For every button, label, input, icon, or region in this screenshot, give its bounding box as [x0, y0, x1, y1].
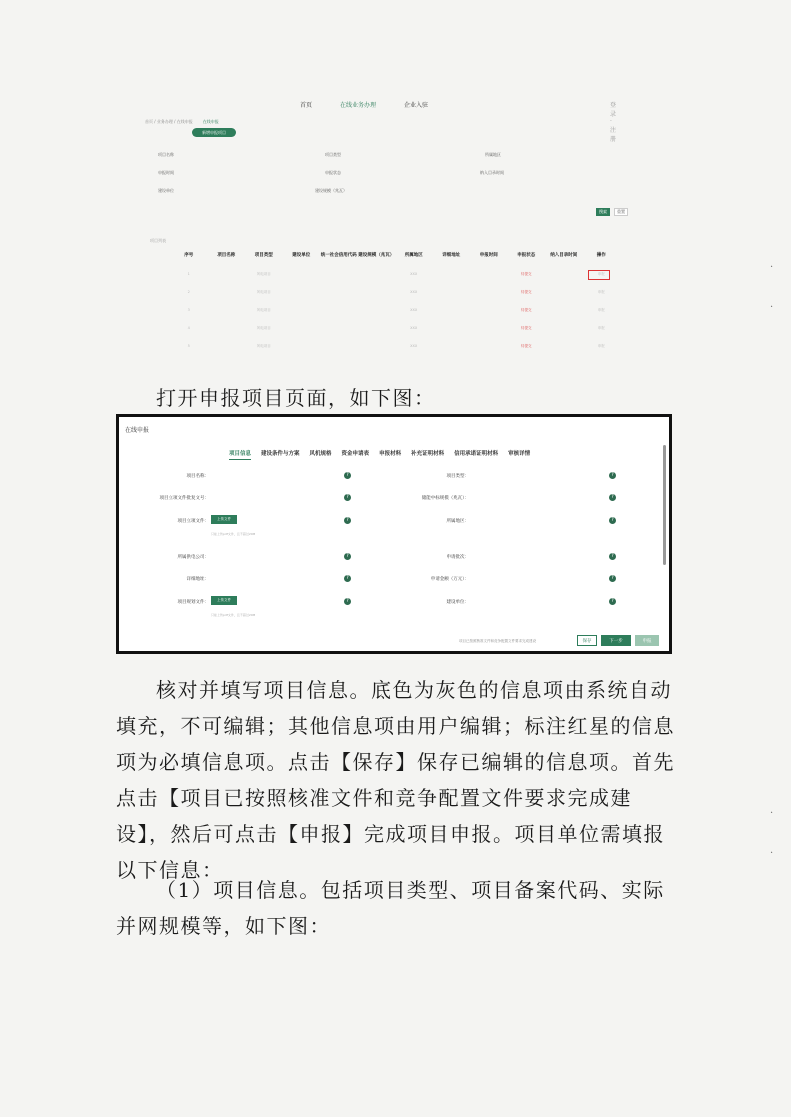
table-cell: XXX — [410, 272, 418, 276]
table-cell — [208, 308, 246, 313]
table-row[interactable] — [170, 308, 620, 313]
new-project-button[interactable]: 新增申报项目 — [192, 128, 236, 137]
submit-button[interactable]: 申报 — [635, 635, 659, 646]
breadcrumb — [145, 119, 219, 125]
table-row[interactable] — [170, 290, 620, 295]
nav-login[interactable]: 登录 · 注册 — [610, 102, 617, 143]
info-icon[interactable]: ? — [344, 598, 351, 605]
label-plan-file: 项目规划文件： — [177, 600, 209, 605]
table-cell — [433, 290, 471, 295]
table-cell: 风电项目 — [256, 272, 271, 276]
table-cell: 待提交 — [521, 290, 532, 294]
completion-checkbox-label[interactable]: 项目已按照核准文件和竞争配置文件要求完成建设 — [459, 639, 536, 643]
caption-open-page: 打开申报项目页面，如下图： — [156, 386, 436, 410]
table-cell — [320, 344, 358, 349]
project-info-paragraph — [116, 872, 676, 944]
list-label: 项目列表 — [150, 238, 166, 243]
label-builder: 建设单位： — [446, 600, 469, 605]
form-tabs — [229, 449, 530, 460]
list-screenshot — [140, 90, 660, 370]
margin-mark: · — [770, 262, 774, 273]
table-cell: 风电项目 — [256, 326, 271, 330]
col-action: 操作 — [596, 253, 606, 258]
breadcrumb-current: 在线申报 — [202, 119, 219, 124]
table-cell: 5 — [187, 344, 190, 348]
table-cell: 风电项目 — [256, 308, 271, 312]
table-cell — [433, 308, 471, 313]
table-cell — [283, 344, 321, 349]
filter-status[interactable]: 申报状态 — [325, 170, 341, 175]
breadcrumb-path[interactable]: 首页 / 业务办理 / 在线申报 — [145, 119, 193, 124]
tab-credit[interactable]: 信用承诺证明材料 — [454, 451, 499, 457]
project-info-text: （1）项目信息。包括项目类型、项目备案代码、实际并网规模等，如下图： — [116, 878, 665, 938]
col-type: 项目类型 — [254, 253, 273, 258]
info-icon[interactable]: ? — [609, 598, 616, 605]
instruction-text: 核对并填写项目信息。底色为灰色的信息项由系统自动填充，不可编辑；其他信息项由用户编辑；标注红星的信息项为必填信息项。点击【保存】保存已编辑的信息项。首先点击【项目已按照核准文件和竞争配置文件要求完成建设】，然后可点击【申报】完成项目申报。项目单位需填报以下信息： — [116, 678, 675, 882]
tab-construction[interactable]: 建设条件与方案 — [261, 451, 300, 457]
filter-scale[interactable]: 建设规模（兆瓦） — [315, 188, 347, 193]
table-cell — [470, 308, 508, 313]
label-amount: 申请金额（万元）： — [430, 577, 469, 582]
table-cell: 2 — [187, 290, 190, 294]
filter-apply-time[interactable]: 申报时间 — [158, 170, 174, 175]
table-cell — [545, 272, 583, 277]
form-title: 在线申报 — [125, 427, 150, 434]
table-row[interactable] — [170, 326, 620, 331]
table-cell: 4 — [187, 326, 190, 330]
table-row[interactable] — [170, 344, 620, 349]
col-index: 序号 — [184, 253, 194, 258]
table-cell — [320, 290, 358, 295]
col-address: 详细地址 — [442, 253, 461, 258]
label-approval-no: 项目立项文件批复文号： — [159, 496, 209, 501]
filter-catalog-time[interactable]: 纳入目录时间 — [480, 170, 504, 175]
label-storage-scale: 储能中标规模（兆瓦）： — [421, 496, 469, 501]
save-button[interactable]: 保存 — [577, 635, 597, 646]
label-project-name: 项目名称： — [186, 474, 209, 479]
table-cell: 待提交 — [521, 272, 532, 276]
upload-approval-button[interactable]: 上传文件 — [211, 515, 237, 524]
col-region: 所属地区 — [404, 253, 423, 258]
table-row[interactable] — [170, 272, 620, 277]
table-cell — [320, 272, 358, 277]
next-button[interactable]: 下一步 — [601, 635, 631, 646]
table-cell — [470, 326, 508, 331]
label-region: 所属地区： — [446, 519, 469, 524]
table-cell — [208, 290, 246, 295]
table-cell: XXX — [410, 326, 418, 330]
info-icon[interactable]: ? — [344, 517, 351, 524]
info-icon[interactable]: ? — [344, 575, 351, 582]
info-icon[interactable]: ? — [609, 494, 616, 501]
table-cell — [545, 326, 583, 331]
table-cell — [470, 344, 508, 349]
nav-home[interactable]: 首页 — [300, 102, 313, 109]
table-cell — [358, 344, 396, 349]
tab-project-info[interactable]: 项目信息 — [229, 449, 251, 460]
table-cell — [320, 326, 358, 331]
table-cell — [320, 308, 358, 313]
table-cell[interactable]: 申报 — [597, 308, 605, 312]
label-address: 详细地址： — [186, 577, 209, 582]
tab-review[interactable]: 审核详情 — [508, 451, 531, 457]
table-cell — [433, 272, 471, 277]
filter-project-name[interactable]: 项目名称 — [158, 152, 174, 157]
table-cell — [358, 290, 396, 295]
table-cell: 待提交 — [521, 326, 532, 330]
info-icon[interactable]: ? — [344, 472, 351, 479]
table-cell: 待提交 — [521, 308, 532, 312]
table-cell — [545, 290, 583, 295]
filter-builder[interactable]: 建设单位 — [158, 188, 174, 193]
table-cell: 风电项目 — [256, 344, 271, 348]
col-catalog-time: 纳入目录时间 — [550, 253, 578, 258]
label-project-type: 项目类型： — [446, 474, 469, 479]
tab-materials[interactable]: 申报材料 — [379, 451, 402, 457]
filter-region[interactable]: 所属地区 — [485, 152, 501, 157]
label-batch: 申请批次： — [446, 555, 469, 560]
table-cell[interactable]: 申报 — [597, 344, 605, 348]
upload-plan-button[interactable]: 上传文件 — [211, 596, 237, 605]
info-icon[interactable]: ? — [609, 472, 616, 479]
label-power-company: 所属供电公司： — [177, 555, 209, 560]
col-name: 项目名称 — [217, 253, 236, 258]
table-cell: 3 — [187, 308, 190, 312]
table-cell — [545, 344, 583, 349]
table-cell: XXX — [410, 290, 418, 294]
table-cell — [358, 272, 396, 277]
info-icon[interactable]: ? — [609, 575, 616, 582]
table-cell — [358, 308, 396, 313]
info-icon[interactable]: ? — [344, 494, 351, 501]
info-icon[interactable]: ? — [609, 517, 616, 524]
col-status: 申报状态 — [517, 253, 536, 258]
table-cell — [470, 290, 508, 295]
table-cell — [283, 308, 321, 313]
table-cell — [208, 272, 246, 277]
info-icon[interactable]: ? — [344, 553, 351, 560]
table-cell — [433, 344, 471, 349]
table-cell — [283, 326, 321, 331]
nav-enterprise[interactable]: 企业入驻 — [404, 102, 429, 109]
filter-project-type[interactable]: 项目类型 — [325, 152, 341, 157]
table-cell: XXX — [410, 344, 418, 348]
table-cell[interactable]: 申报 — [597, 326, 605, 330]
tab-supplement[interactable]: 补充证明材料 — [411, 451, 445, 457]
table-cell — [208, 326, 246, 331]
table-cell — [433, 326, 471, 331]
table-cell — [358, 326, 396, 331]
reset-button[interactable]: 重置 — [614, 208, 628, 216]
table-cell — [283, 272, 321, 277]
col-builder: 建设单位 — [292, 253, 311, 258]
table-cell: 待提交 — [521, 344, 532, 348]
margin-mark: · — [770, 848, 774, 859]
table-cell: 1 — [187, 272, 190, 276]
table-cell: 风电项目 — [256, 290, 271, 294]
table-cell[interactable]: 申报 — [597, 290, 605, 294]
tab-turbine[interactable]: 风机规格 — [309, 451, 332, 457]
margin-mark: · — [770, 302, 774, 313]
nav-online-business[interactable]: 在线业务办理 — [340, 102, 377, 109]
upload-hint: 只能上传pdf文件，且不超过20M — [211, 613, 256, 617]
tab-funding[interactable]: 资金申请表 — [341, 451, 370, 457]
margin-mark: · — [770, 808, 774, 819]
table-cell[interactable]: 申报 — [597, 272, 605, 276]
label-approval-file: 项目立项文件： — [177, 519, 209, 524]
table-cell — [208, 344, 246, 349]
info-icon[interactable]: ? — [609, 553, 616, 560]
col-credit-code: 统一社会信用代码 — [320, 253, 357, 258]
table-cell — [283, 290, 321, 295]
highlight-apply-action — [588, 270, 610, 280]
form-screenshot — [116, 414, 672, 654]
table-header — [170, 252, 620, 258]
upload-hint: 只能上传pdf文件，且不超过20M — [211, 532, 256, 536]
scrollbar[interactable] — [663, 445, 666, 565]
table-cell — [470, 272, 508, 277]
table-cell — [545, 308, 583, 313]
col-apply-time: 申报时间 — [479, 253, 498, 258]
top-nav — [300, 100, 617, 143]
col-scale: 建设规模（兆瓦） — [358, 253, 395, 258]
search-button[interactable]: 搜索 — [596, 208, 610, 216]
table-cell: XXX — [410, 308, 418, 312]
instruction-paragraph — [116, 672, 676, 888]
